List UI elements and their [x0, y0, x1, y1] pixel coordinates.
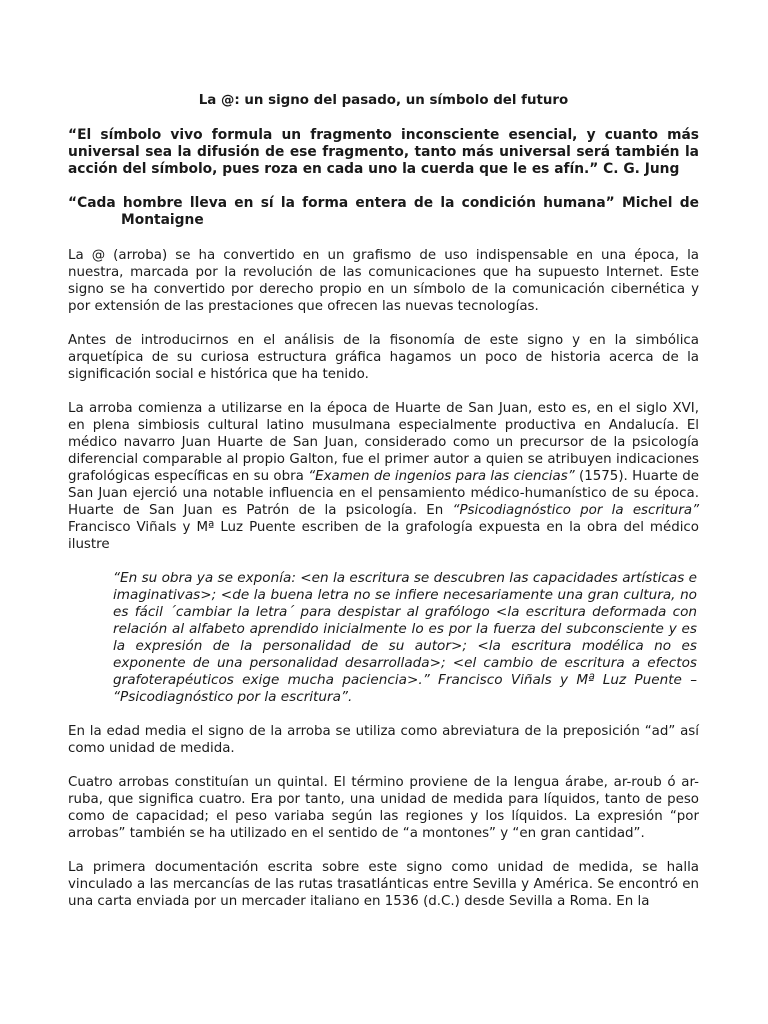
paragraph-huarte-text-e: Francisco Viñals y Mª Luz Puente escriben de la grafología expuesta en la obra del médico ilustre	[68, 520, 699, 552]
paragraph-huarte-text-c: (1575). Huarte de San Juan ejerció una notable influencia en el pensamiento médico-humanístico de su época. Huarte de San Juan es Patrón de la psicología. En	[68, 469, 699, 518]
block-quote-vinals: “En su obra ya se exponía: <en la escritura se descubren las capacidades artísticas e imaginativas>; <de la buena letra no se infiere necesariamente una gran cultura, no es fácil ´cambiar la letra´ para despistar al grafólogo <la escritura deformada con relación al alfabeto aprendido inicialmente lo es por la fuerza del subconsciente y es la expresión de la personalidad de su autor>; <la escritura modélica no es exponente de una personalidad desarrollada>; <el cambio de escritura a efectos grafoterapéuticos exige mucha paciencia>.” Francisco Viñals y Mª Luz Puente – “Psicodiagnóstico por la escritura”.	[113, 570, 697, 705]
paragraph-edad-media: En la edad media el signo de la arroba se utiliza como abreviatura de la preposición “ad” así como unidad de medida.	[68, 724, 699, 756]
book-title-examen: “Examen de ingenios para las ciencias”	[308, 469, 575, 484]
document-title: La @: un signo del pasado, un símbolo del futuro	[198, 93, 569, 108]
paragraph-intro: La @ (arroba) se ha convertido en un grafismo de uso indispensable en una época, la nuestra, marcada por la revolución de las comunicaciones que ha supuesto Internet. Este signo se ha convertido por derecho propio en un símbolo de la comunicación cibernética y por extensión de las prestaciones que ofrecen las nuevas tecnologías.	[68, 248, 699, 314]
document-page	[68, 92, 699, 927]
book-title-psicodiagnostico: “Psicodiagnóstico por la escritura”	[452, 503, 700, 518]
paragraph-quintal: Cuatro arrobas constituían un quintal. El término proviene de la lengua árabe, ar-roub ó ar-ruba, que significa cuatro. Era por tanto, una unidad de medida para líquidos, tanto de peso como de capacidad; el peso variaba según las regiones y los líquidos. La expresión “por arrobas” también se ha utilizado en el sentido de “a montones” y “en gran cantidad”.	[68, 775, 699, 841]
paragraph-documentacion: La primera documentación escrita sobre este signo como unidad de medida, se halla vinculado a las mercancías de las rutas trasatlánticas entre Sevilla y América. Se encontró en una carta enviada por un mercader italiano en 1536 (d.C.) desde Sevilla a Roma. En la	[68, 860, 699, 909]
epigraph-montaigne	[68, 195, 699, 229]
epigraph-montaigne-line1: “Cada hombre lleva en sí la forma entera de la condición humana” Michel de	[68, 195, 699, 211]
paragraph-huarte	[68, 400, 699, 553]
paragraph-history-intro: Antes de introducirnos en el análisis de la fisonomía de este signo y en la simbólica arquetípica de su curiosa estructura gráfica hagamos un poco de historia acerca de la significación social e histórica que ha tenido.	[68, 333, 699, 382]
paragraph-huarte-text-a: La arroba comienza a utilizarse en la época de Huarte de San Juan, esto es, en el siglo XVI, en plena simbiosis cultural latino musulmana especialmente productiva en Andalucía. El médico navarro Juan Huarte de San Juan, considerado como un precursor de la psicología diferencial comparable al propio Galton, fue el primer autor a quien se atribuyen indicaciones grafológicas específicas en su obra	[68, 401, 699, 484]
epigraph-montaigne-line2: Montaigne	[121, 212, 204, 228]
epigraph-jung: “El símbolo vivo formula un fragmento inconsciente esencial, y cuanto más universal sea la difusión de ese fragmento, tanto más universal será también la acción del símbolo, pues roza en cada uno la cuerda que le es afín.” C. G. Jung	[68, 127, 699, 177]
